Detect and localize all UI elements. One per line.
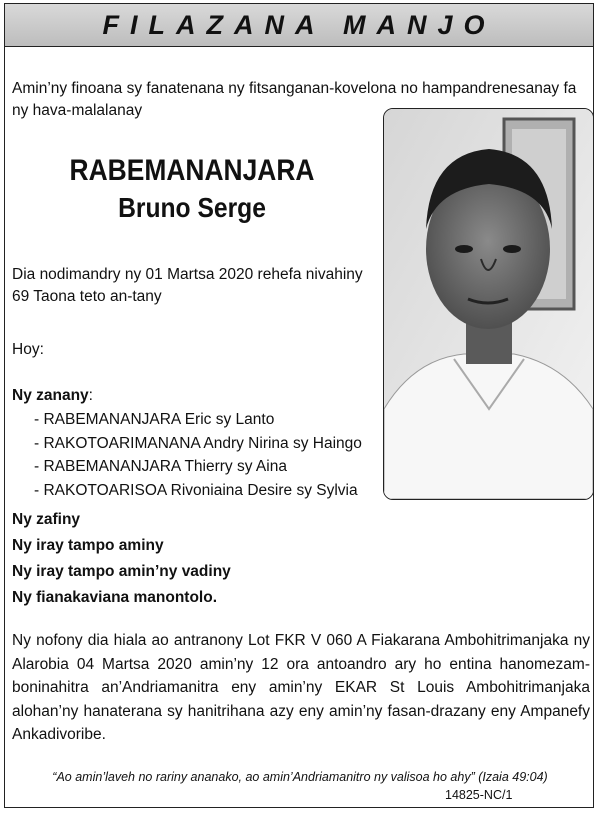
- death-date-line: Dia nodimandry ny 01 Martsa 2020 rehefa nivahiny: [12, 266, 363, 283]
- reference-number: 14825-NC/1: [445, 788, 513, 802]
- list-item: - RAKOTOARIMANANA Andry Nirina sy Haingo: [34, 434, 362, 452]
- obituary-notice: [4, 3, 594, 808]
- death-age-line: 69 Taona teto an-tany: [12, 288, 162, 305]
- list-item: Ny iray tampo aminy: [12, 537, 164, 554]
- list-item: Ny iray tampo amin’ny vadiny: [12, 563, 231, 580]
- deceased-surname: RABEMANANJARA: [69, 154, 315, 187]
- list-item: Ny zafiny: [12, 511, 81, 528]
- deceased-photo: [383, 108, 594, 500]
- list-item: - RABEMANANJARA Thierry sy Aina: [34, 458, 287, 475]
- death-info: [12, 264, 382, 308]
- relatives-list: [12, 507, 382, 611]
- portrait-image: [384, 109, 593, 499]
- intro-text: Amin’ny finoana sy fanatenana ny fitsanganan-kovelona no hampandrenesanay fa ny hava-malalanay: [12, 80, 577, 119]
- list-item: Ny fianakaviana manontolo.: [12, 589, 217, 606]
- funeral-details: Ny nofony dia hiala ao antranony Lot FKR V 060 A Fiakarana Ambohitrimanjaka ny Alarobia 04 Martsa 2020 amin’ny 12 ora antoandro ary ho entina hanomezam-boninahitra an’Andriamanitra eny amin’ny EKAR St Louis Ambohitrimanjaka alohan’ny hanaterana sy hanitrihana azy eny amin’ny fasan-drazany eny Ampanefy Ankadivoribe.: [12, 632, 590, 743]
- children-title: Ny zanany: [12, 387, 89, 404]
- list-item: - RABEMANANJARA Eric sy Lanto: [34, 411, 275, 428]
- deceased-first-names: Bruno Serge: [118, 192, 266, 223]
- notice-header: FILAZANA MANJO: [5, 4, 593, 47]
- bible-quote: “Ao amin’laveh no rariny ananako, ao amin’Andriamanitro ny valisoa ho ahy” (Izaia 49:04): [52, 770, 548, 784]
- deceased-name: [12, 152, 372, 226]
- children-list: [34, 408, 384, 502]
- children-heading: Ny zanany:: [12, 387, 93, 404]
- list-item: - RAKOTOARISOA Rivoniaina Desire sy Sylvia: [34, 481, 358, 499]
- hoy-label: Hoy:: [12, 341, 44, 358]
